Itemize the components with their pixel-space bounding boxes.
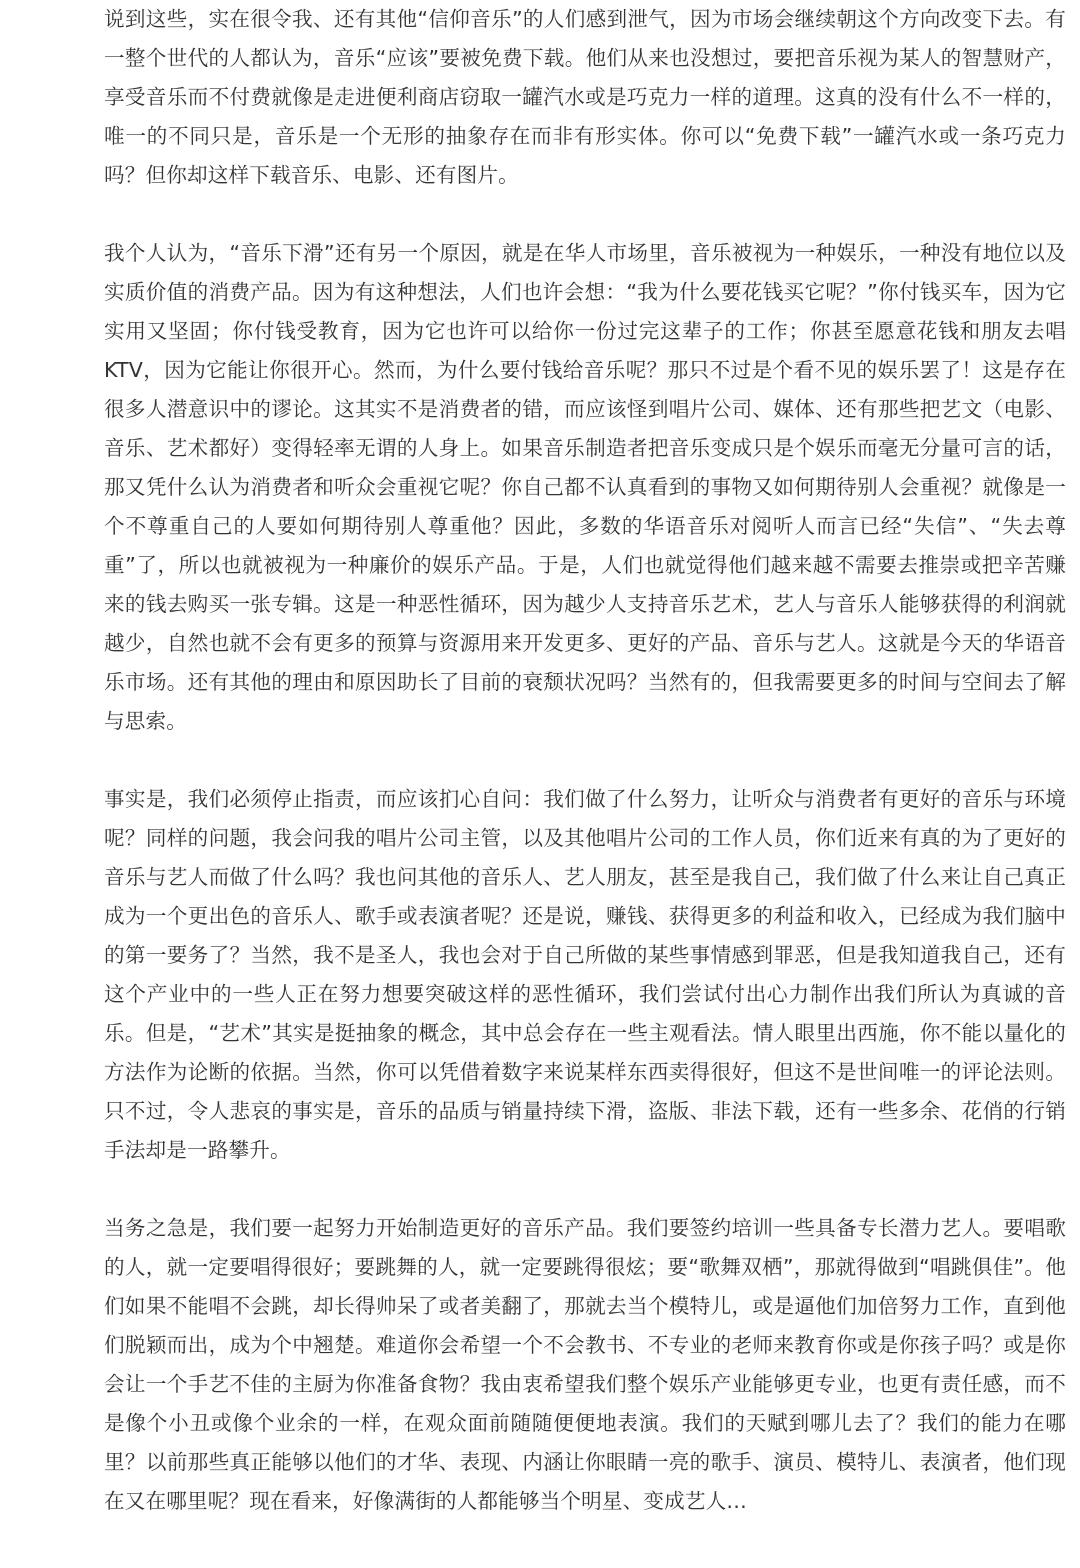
article-body	[104, 0, 1066, 1521]
paragraph-self-reflection: 事实是，我们必须停止指责，而应该扪心自问：我们做了什么努力，让听众与消费者有更好的音乐与环境呢？同样的问题，我会问我的唱片公司主管，以及其他唱片公司的工作人员，你们近来有真的为了更好的音乐与艺人而做了什么吗？我也问其他的音乐人、艺人朋友，甚至是我自己，我们做了什么来让自己真正成为一个更出色的音乐人、歌手或表演者呢？还是说，赚钱、获得更多的利益和收入，已经成为我们脑中的第一要务了？当然，我不是圣人，我也会对于自己所做的某些事情感到罪恶，但是我知道我自己，还有这个产业中的一些人正在努力想要突破这样的恶性循环，我们尝试付出心力制作出我们所认为真诚的音乐。但是，“艺术”其实是挺抽象的概念，其中总会存在一些主观看法。情人眼里出西施，你不能以量化的方法作为论断的依据。当然，你可以凭借着数字来说某样东西卖得很好，但这不是世间唯一的评论法则。只不过，令人悲哀的事实是，音乐的品质与销量持续下滑，盗版、非法下载，还有一些多余、花俏的行销手法却是一路攀升。	[104, 787, 1066, 1162]
paragraph-music-as-entertainment: 我个人认为，“音乐下滑”还有另一个原因，就是在华人市场里，音乐被视为一种娱乐，一种没有地位以及实质价值的消费产品。因为有这种想法，人们也许会想：“我为什么要花钱买它呢？”你付钱买车，因为它实用又坚固；你付钱受教育，因为它也许可以给你一份过完这辈子的工作；你甚至愿意花钱和朋友去唱KTV，因为它能让你很开心。然而，为什么要付钱给音乐呢？那只不过是个看不见的娱乐罢了！这是存在很多人潜意识中的谬论。这其实不是消费者的错，而应该怪到唱片公司、媒体、还有那些把艺文（电影、音乐、艺术都好）变得轻率无谓的人身上。如果音乐制造者把音乐变成只是个娱乐而毫无分量可言的话，那又凭什么认为消费者和听众会重视它呢？你自己都不认真看到的事物又如何期待别人会重视？就像是一个不尊重自己的人要如何期待别人尊重他？因此，多数的华语音乐对阅听人而言已经“失信”、“失去尊重”了，所以也就被视为一种廉价的娱乐产品。于是，人们也就觉得他们越来越不需要去推崇或把辛苦赚来的钱去购买一张专辑。这是一种恶性循环，因为越少人支持音乐艺术，艺人与音乐人能够获得的利润就越少，自然也就不会有更多的预算与资源用来开发更多、更好的产品、音乐与艺人。这就是今天的华语音乐市场。还有其他的理由和原因助长了目前的衰颓状况吗？当然有的，但我需要更多的时间与空间去了解与思索。	[104, 241, 1066, 733]
paragraph-call-to-action: 当务之急是，我们要一起努力开始制造更好的音乐产品。我们要签约培训一些具备专长潜力艺人。要唱歌的人，就一定要唱得很好；要跳舞的人，就一定要跳得很炫；要“歌舞双栖”，那就得做到“唱跳俱佳”。他们如果不能唱不会跳，却长得帅呆了或者美翻了，那就去当个模特儿，或是逼他们加倍努力工作，直到他们脱颖而出，成为个中翘楚。难道你会希望一个不会教书、不专业的老师来教育你或是你孩子吗？或是你会让一个手艺不佳的主厨为你准备食物？我由衷希望我们整个娱乐产业能够更专业，也更有责任感，而不是像个小丑或像个业余的一样，在观众面前随随便便地表演。我们的天赋到哪儿去了？我们的能力在哪里？以前那些真正能够以他们的才华、表现、内涵让你眼睛一亮的歌手、演员、模特儿、表演者，他们现在又在哪里呢？现在看来，好像满街的人都能够当个明星、变成艺人…	[104, 1216, 1066, 1513]
paragraph-piracy: 说到这些，实在很令我、还有其他“信仰音乐”的人们感到泄气，因为市场会继续朝这个方向改变下去。有一整个世代的人都认为，音乐“应该”要被免费下载。他们从来也没想过，要把音乐视为某人的智慧财产，享受音乐而不付费就像是走进便利商店窃取一罐汽水或是巧克力一样的道理。这真的没有什么不一样的，唯一的不同只是，音乐是一个无形的抽象存在而非有形实体。你可以“免费下载”一罐汽水或一条巧克力吗？但你却这样下载音乐、电影、还有图片。	[104, 7, 1066, 187]
